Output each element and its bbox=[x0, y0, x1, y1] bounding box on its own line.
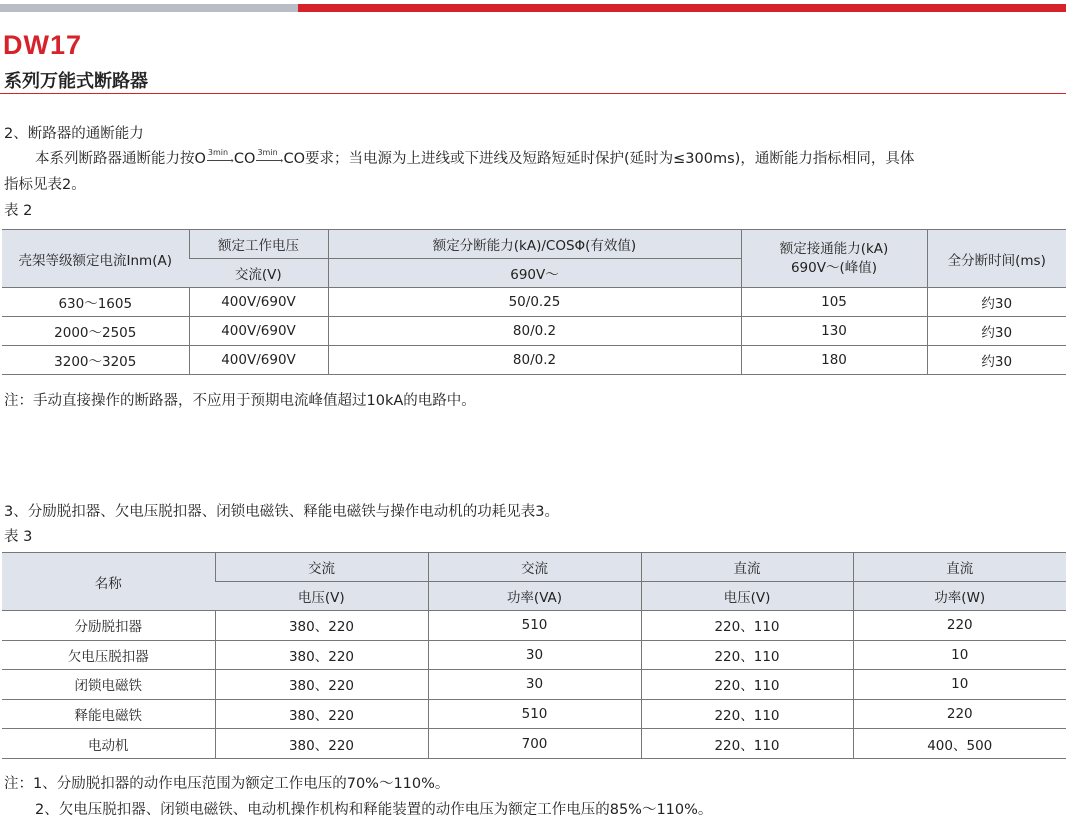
th-dc: 直流 bbox=[641, 553, 853, 582]
cell-making: 130 bbox=[741, 317, 927, 346]
th-frame-current: 壳架等级额定电流Inm(A) bbox=[2, 230, 189, 288]
product-subtitle: 系列万能式断路器 bbox=[4, 71, 148, 92]
table-row bbox=[2, 346, 1066, 375]
cell-name: 闭锁电磁铁 bbox=[2, 670, 215, 700]
cell-frame: 630～1605 bbox=[2, 288, 189, 317]
cell-ac-power: 510 bbox=[428, 611, 641, 641]
th-break-time: 全分断时间(ms) bbox=[927, 230, 1066, 288]
cell-frame: 3200～3205 bbox=[2, 346, 189, 375]
paragraph-end: CO要求；当电源为上进线或下进线及短路短延时保护(延时为≤300ms)，通断能力指标相同，具体 bbox=[283, 151, 915, 167]
cell-ac-power: 30 bbox=[428, 640, 641, 670]
th-making-line1: 额定接通能力(kA) bbox=[779, 240, 889, 257]
th-ac: 交流 bbox=[215, 553, 428, 582]
table-row bbox=[2, 611, 1066, 641]
th-dc-power: 功率(W) bbox=[853, 582, 1066, 611]
product-model: DW17 bbox=[3, 30, 83, 60]
cell-ac-voltage: 380、220 bbox=[215, 729, 428, 759]
cell-dc-power: 220 bbox=[853, 699, 1066, 729]
timing-arrow-2 bbox=[256, 148, 284, 167]
header-divider bbox=[0, 93, 1066, 94]
cell-voltage: 400V/690V bbox=[189, 346, 328, 375]
cell-time: 约30 bbox=[927, 288, 1066, 317]
paragraph-co: CO bbox=[233, 151, 256, 167]
cell-breaking: 80/0.2 bbox=[328, 346, 741, 375]
cell-dc-voltage: 220、110 bbox=[641, 729, 853, 759]
cell-ac-voltage: 380、220 bbox=[215, 640, 428, 670]
cell-ac-power: 30 bbox=[428, 670, 641, 700]
section3-heading: 3、分励脱扣器、欠电压脱扣器、闭锁电磁铁、释能电磁铁与操作电动机的功耗见表3。 bbox=[4, 504, 559, 520]
section2-paragraph-line2: 指标见表2。 bbox=[4, 177, 86, 193]
th-making-capacity bbox=[741, 230, 927, 288]
table-row bbox=[2, 699, 1066, 729]
cell-frame: 2000～2505 bbox=[2, 317, 189, 346]
cell-time: 约30 bbox=[927, 317, 1066, 346]
cell-name: 电动机 bbox=[2, 729, 215, 759]
top-accent-bar bbox=[0, 4, 1066, 12]
cell-dc-voltage: 220、110 bbox=[641, 640, 853, 670]
cell-dc-power: 220 bbox=[853, 611, 1066, 641]
cell-breaking: 80/0.2 bbox=[328, 317, 741, 346]
top-bar-grey-segment bbox=[0, 4, 298, 12]
timing-label-1: 3min bbox=[207, 148, 229, 157]
cell-name: 分励脱扣器 bbox=[2, 611, 215, 641]
section2-heading: 2、断路器的通断能力 bbox=[4, 126, 144, 142]
th-ac-voltage: 交流(V) bbox=[189, 259, 328, 288]
table3-label: 表 3 bbox=[4, 529, 33, 545]
cell-name: 释能电磁铁 bbox=[2, 699, 215, 729]
section3-note-1: 注：1、分励脱扣器的动作电压范围为额定工作电压的70%～110%。 bbox=[4, 776, 450, 792]
th-dc-voltage: 电压(V) bbox=[641, 582, 853, 611]
th-ac-power: 功率(VA) bbox=[428, 582, 641, 611]
table-row bbox=[2, 317, 1066, 346]
cell-dc-power: 400、500 bbox=[853, 729, 1066, 759]
cell-dc-voltage: 220、110 bbox=[641, 611, 853, 641]
th-rated-voltage: 额定工作电压 bbox=[189, 230, 328, 259]
cell-ac-voltage: 380、220 bbox=[215, 670, 428, 700]
section3-note-2: 2、欠电压脱扣器、闭锁电磁铁、电动机操作机构和释能装置的动作电压为额定工作电压的85%～110%。 bbox=[35, 802, 713, 818]
cell-time: 约30 bbox=[927, 346, 1066, 375]
cell-name: 欠电压脱扣器 bbox=[2, 640, 215, 670]
timing-label-2: 3min bbox=[257, 148, 278, 157]
table-row bbox=[2, 640, 1066, 670]
table-row bbox=[2, 729, 1066, 759]
th-ac-2: 交流 bbox=[428, 553, 641, 582]
cell-ac-voltage: 380、220 bbox=[215, 699, 428, 729]
table-row bbox=[2, 288, 1066, 317]
cell-making: 180 bbox=[741, 346, 927, 375]
section2-paragraph bbox=[35, 147, 914, 168]
table-2 bbox=[2, 229, 1066, 375]
arrow-icon: › bbox=[230, 156, 234, 165]
cell-dc-power: 10 bbox=[853, 640, 1066, 670]
cell-dc-voltage: 220、110 bbox=[641, 670, 853, 700]
cell-ac-power: 700 bbox=[428, 729, 641, 759]
table2-label: 表 2 bbox=[4, 203, 33, 219]
th-making-line2: 690V～(峰值) bbox=[790, 259, 878, 276]
top-bar-red-segment bbox=[298, 4, 1066, 12]
cell-voltage: 400V/690V bbox=[189, 317, 328, 346]
cell-dc-power: 10 bbox=[853, 670, 1066, 700]
cell-ac-voltage: 380、220 bbox=[215, 611, 428, 641]
paragraph-start: 本系列断路器通断能力按O bbox=[35, 151, 206, 167]
cell-making: 105 bbox=[741, 288, 927, 317]
cell-breaking: 50/0.25 bbox=[328, 288, 741, 317]
cell-voltage: 400V/690V bbox=[189, 288, 328, 317]
timing-arrow-1 bbox=[207, 148, 234, 167]
table-row bbox=[2, 670, 1066, 700]
cell-ac-power: 510 bbox=[428, 699, 641, 729]
th-breaking-capacity: 额定分断能力(kA)/COSΦ(有效值) bbox=[328, 230, 741, 259]
th-ac-voltage: 电压(V) bbox=[215, 582, 428, 611]
section2-note: 注：手动直接操作的断路器，不应用于预期电流峰值超过10kA的电路中。 bbox=[4, 393, 476, 409]
table-3 bbox=[2, 552, 1066, 759]
cell-dc-voltage: 220、110 bbox=[641, 699, 853, 729]
th-dc-2: 直流 bbox=[853, 553, 1066, 582]
th-name: 名称 bbox=[2, 553, 215, 611]
arrow-icon: › bbox=[280, 156, 284, 165]
th-690v: 690V～ bbox=[328, 259, 741, 288]
